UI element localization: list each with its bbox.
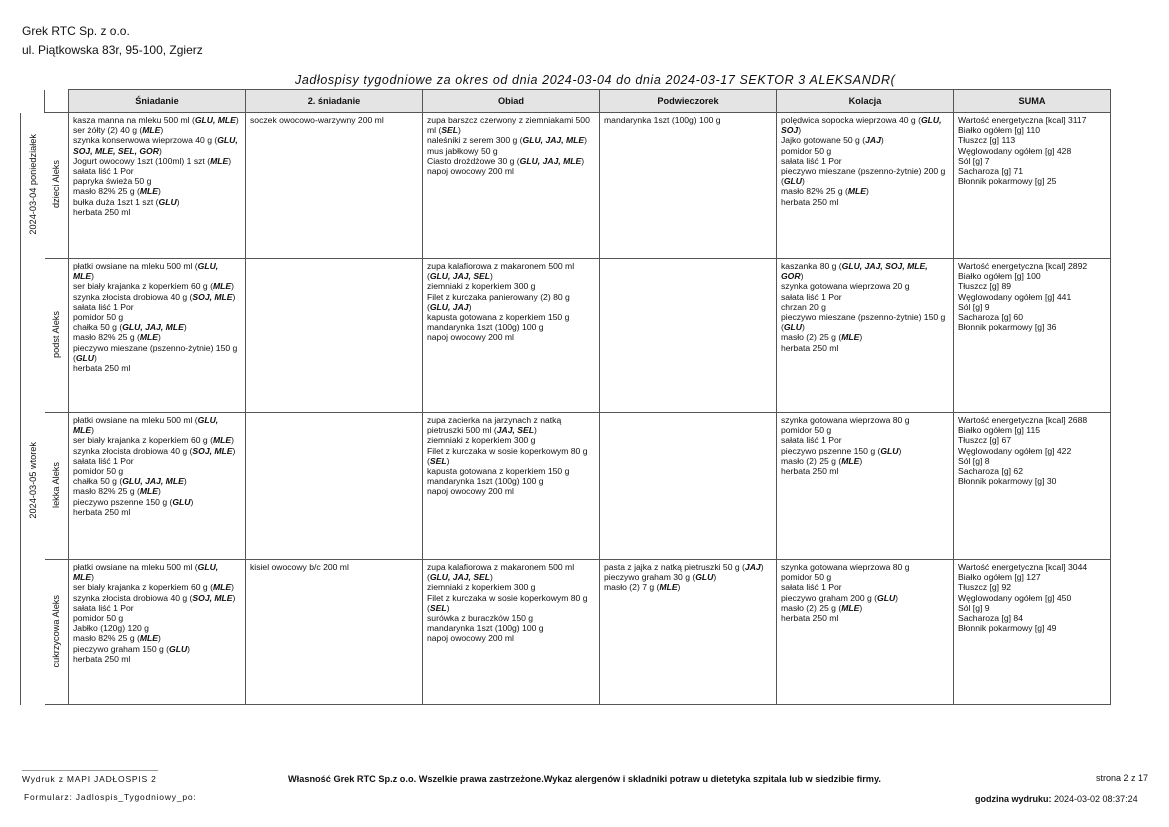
meal-item: pomidor 50 g <box>73 613 124 624</box>
meal-item: pomidor 50 g <box>781 145 832 156</box>
diet-cell <box>45 259 69 413</box>
meal-item: ser biały krajanka z koperkiem 60 g (MLE) <box>73 435 234 446</box>
meal-item: kasza manna na mleku 500 ml (GLU, MLE) <box>73 115 239 125</box>
footer-divider <box>22 770 158 771</box>
meal-item: chrzan 20 g <box>781 301 826 312</box>
allergen-codes: GLU, MLE <box>73 562 219 583</box>
diet-cell <box>45 413 69 560</box>
meal-cell-breakfast <box>69 560 246 705</box>
nutrition-item: Węglowodany ogółem [g] 450 <box>958 592 1072 603</box>
allergen-codes: MLE <box>139 186 159 197</box>
allergen-codes: GLU, MLE <box>73 415 219 436</box>
meal-item: herbata 250 ml <box>73 206 131 217</box>
meal-item: soczek owocowo-warzywny 200 ml <box>250 115 384 125</box>
footer-source: Wydruk z MAPI JADŁOSPIS 2 <box>22 774 157 784</box>
meal-item: napoj owocowy 200 ml <box>427 332 514 343</box>
footer-form: Formularz: Jadlospis_Tygodniowy_po: <box>24 792 197 802</box>
column-header-dinner: Kolacja <box>777 90 954 113</box>
nutrition-item: Błonnik pokarmowy [g] 36 <box>958 322 1057 333</box>
meal-item: pomidor 50 g <box>73 312 124 323</box>
meal-item: Jajko gotowane 50 g (JAJ) <box>781 135 884 146</box>
date-label: 2024-03-05 wtorek <box>27 442 38 519</box>
meal-item: pieczywo mieszane (pszenno-żytnie) 200 g (GLU) <box>781 166 946 187</box>
meal-cell-lunch <box>423 113 600 259</box>
meal-item: pieczywo pszenne 150 g (GLU) <box>73 496 194 507</box>
nutrition-item: Tłuszcz [g] 89 <box>958 281 1012 292</box>
meal-item: sałata liść 1 Por <box>781 155 842 166</box>
meal-item: szynka złocista drobiowa 40 g (SOJ, MLE) <box>73 445 236 456</box>
meal-item: papryka świeża 50 g <box>73 176 152 187</box>
meal-cell-sum <box>954 113 1111 259</box>
allergen-codes: GLU <box>169 643 188 654</box>
meal-item: sałata liść 1 Por <box>73 602 134 613</box>
meal-cell-sum <box>954 259 1111 413</box>
allergen-codes: MLE <box>841 602 860 613</box>
allergen-codes: JAJ, SEL <box>496 425 534 436</box>
meal-item: szynka złocista drobiowa 40 g (SOJ, MLE) <box>73 291 236 302</box>
menu-row <box>21 113 1111 259</box>
allergen-codes: GLU, JAJ, SEL <box>429 572 491 583</box>
diet-cell <box>45 560 69 705</box>
nutrition-item: Białko ogółem [g] 115 <box>958 425 1041 436</box>
meal-item: zupa barszcz czerwony z ziemniakami 500 ml (SEL) <box>427 115 590 136</box>
diet-label: dzieci Aleks <box>51 160 62 209</box>
print-time <box>975 794 1138 804</box>
allergen-codes: GLU <box>880 445 899 456</box>
meal-item: szynka gotowana wieprzowa 80 g <box>781 415 910 425</box>
nutrition-item: Błonnik pokarmowy [g] 25 <box>958 176 1057 187</box>
report-title: Jadłospisy tygodniowe za okres od dnia 2024-03-04 do dnia 2024-03-17 SEKTOR 3 ALEKSANDR( <box>295 73 896 87</box>
meal-item: pieczywo mieszane (pszenno-żytnie) 150 g (GLU) <box>781 312 946 333</box>
menu-row <box>21 259 1111 413</box>
meal-cell-lunch <box>423 259 600 413</box>
nutrition-item: Wartość energetyczna [kcal] 3044 <box>958 562 1088 572</box>
meal-item: mandarynka 1szt (100g) 100 g <box>427 476 544 487</box>
date-label: 2024-03-04 poniedziałek <box>27 134 38 235</box>
meal-item: sałata liść 1 Por <box>73 455 134 466</box>
meal-item: szynka gotowana wieprzowa 80 g <box>781 562 910 572</box>
meal-cell-breakfast <box>69 259 246 413</box>
meal-item: pomidor 50 g <box>781 572 832 583</box>
nutrition-item: Sacharoza [g] 62 <box>958 466 1023 477</box>
column-header-second-breakfast: 2. śniadanie <box>246 90 423 113</box>
allergen-codes: MLE <box>841 455 860 466</box>
allergen-codes: MLE <box>847 186 867 197</box>
nutrition-item: Wartość energetyczna [kcal] 3117 <box>958 115 1087 125</box>
allergen-codes: MLE <box>841 332 860 343</box>
meal-item: ziemniaki z koperkiem 300 g <box>427 281 536 292</box>
header-blank-date <box>21 90 45 113</box>
footer-copyright: Własność Grek RTC Sp.z o.o. Wszelkie prawa zastrzeżone.Wykaz alergenów i skladniki potraw u dietetyka szpitala lub w siedzibie firmy. <box>288 774 881 784</box>
allergen-codes: GLU, MLE <box>194 115 236 125</box>
column-header-lunch: Obiad <box>423 90 600 113</box>
meal-item: herbata 250 ml <box>73 653 131 664</box>
meal-item: polędwica sopocka wieprzowa 40 g (GLU, SOJ) <box>781 115 942 136</box>
date-cell <box>21 113 45 259</box>
allergen-codes: MLE <box>210 155 229 166</box>
meal-item: masło 82% 25 g (MLE) <box>781 186 869 197</box>
meal-item: herbata 250 ml <box>781 196 839 207</box>
allergen-codes: GLU <box>877 592 896 603</box>
meal-item: Jogurt owocowy 1szt (100ml) 1 szt (MLE) <box>73 155 232 166</box>
meal-item: pomidor 50 g <box>781 425 832 436</box>
meal-cell-dinner <box>777 113 954 259</box>
allergen-codes: GLU, JAJ, MLE <box>519 155 582 166</box>
meal-item: ser żółty (2) 40 g (MLE) <box>73 125 164 136</box>
nutrition-item: Sacharoza [g] 71 <box>958 166 1023 177</box>
allergen-codes: MLE <box>212 281 232 292</box>
meal-cell-lunch <box>423 560 600 705</box>
allergen-codes: MLE <box>659 582 678 593</box>
meal-item: napoj owocowy 200 ml <box>427 486 514 497</box>
allergen-codes: GLU, SOJ <box>781 115 942 136</box>
meal-item: sałata liść 1 Por <box>73 166 134 177</box>
meal-cell-afternoon-snack <box>600 113 777 259</box>
nutrition-item: Białko ogółem [g] 127 <box>958 572 1041 583</box>
meal-item: Jabłko (120g) 120 g <box>73 623 149 634</box>
diet-cell <box>45 113 69 259</box>
allergen-codes: MLE <box>139 332 159 343</box>
nutrition-item: Tłuszcz [g] 113 <box>958 135 1016 146</box>
allergen-codes: SOJ, MLE <box>192 592 233 603</box>
diet-label: podst Aleks <box>51 310 62 358</box>
allergen-codes: SOJ, MLE <box>192 291 233 302</box>
allergen-codes: SEL <box>429 455 447 466</box>
meal-item: chałka 50 g (GLU, JAJ, MLE) <box>73 476 187 487</box>
meal-item: masło (2) 25 g (MLE) <box>781 332 863 343</box>
meal-item: masło (2) 25 g (MLE) <box>781 455 863 466</box>
meal-item: surówka z buraczków 150 g <box>427 613 534 624</box>
nutrition-item: Tłuszcz [g] 92 <box>958 582 1012 593</box>
meal-item: pieczywo graham 200 g (GLU) <box>781 592 899 603</box>
meal-item: kapusta gotowana z koperkiem 150 g <box>427 466 570 477</box>
meal-item: pieczywo pszenne 150 g (GLU) <box>781 445 902 456</box>
column-header-sum: SUMA <box>954 90 1111 113</box>
company-name: Grek RTC Sp. z o.o. <box>22 24 130 38</box>
meal-item: mus jabłkowy 50 g <box>427 145 498 156</box>
meal-item: masło 82% 25 g (MLE) <box>73 633 161 644</box>
date-cell <box>21 259 45 705</box>
meal-cell-afternoon-snack <box>600 413 777 560</box>
print-time-value: 2024-03-02 08:37:24 <box>1054 794 1138 804</box>
header-blank-diet <box>45 90 69 113</box>
allergen-codes: SEL <box>429 602 447 613</box>
nutrition-item: Sól [g] 8 <box>958 455 990 466</box>
meal-cell-dinner <box>777 560 954 705</box>
meal-cell-second-breakfast <box>246 113 423 259</box>
nutrition-item: Tłuszcz [g] 67 <box>958 435 1012 446</box>
allergen-codes: GLU <box>158 196 177 207</box>
meal-item: kaszanka 80 g (GLU, JAJ, SOJ, MLE, GOR) <box>781 261 928 282</box>
meal-item: kisiel owocowy b/c 200 ml <box>250 562 349 572</box>
nutrition-item: Sól [g] 9 <box>958 602 990 613</box>
meal-cell-breakfast <box>69 113 246 259</box>
meal-item: mandarynka 1szt (100g) 100 g <box>427 623 544 634</box>
meal-item: szynka złocista drobiowa 40 g (SOJ, MLE) <box>73 592 236 603</box>
nutrition-item: Sacharoza [g] 60 <box>958 312 1023 323</box>
meal-item: herbata 250 ml <box>781 342 839 353</box>
allergen-codes: GLU, JAJ, MLE <box>522 135 585 146</box>
meal-item: masło 82% 25 g (MLE) <box>73 486 161 497</box>
allergen-codes: MLE <box>139 633 159 644</box>
meal-item: pieczywo mieszane (pszenno-żytnie) 150 g (GLU) <box>73 342 238 363</box>
meal-item: Ciasto drożdżowe 30 g (GLU, JAJ, MLE) <box>427 155 585 166</box>
allergen-codes: GLU <box>695 572 714 583</box>
allergen-codes: MLE <box>142 125 161 136</box>
allergen-codes: GLU, JAJ, SOJ, MLE, GOR <box>781 261 928 282</box>
allergen-codes: JAJ <box>744 562 761 572</box>
allergen-codes: GLU <box>172 496 191 507</box>
meal-cell-sum <box>954 560 1111 705</box>
menu-row <box>21 560 1111 705</box>
nutrition-item: Błonnik pokarmowy [g] 30 <box>958 476 1057 487</box>
meal-item: zupa zacierka na jarzynach z natką pietruszki 500 ml (JAJ, SEL) <box>427 415 562 436</box>
meal-item: ziemniaki z koperkiem 300 g <box>427 435 536 446</box>
allergen-codes: SEL <box>441 125 459 136</box>
allergen-codes: JAJ <box>865 135 881 146</box>
meal-item: masło 82% 25 g (MLE) <box>73 332 161 343</box>
allergen-codes: GLU <box>75 352 95 363</box>
nutrition-item: Węglowodany ogółem [g] 428 <box>958 145 1072 156</box>
meal-item: ser biały krajanka z koperkiem 60 g (MLE) <box>73 582 234 593</box>
meal-cell-afternoon-snack <box>600 560 777 705</box>
meal-item: zupa kalafiorowa z makaronem 500 ml (GLU, JAJ, SEL) <box>427 562 575 583</box>
allergen-codes: MLE <box>212 435 232 446</box>
meal-cell-breakfast <box>69 413 246 560</box>
meal-item: ziemniaki z koperkiem 300 g <box>427 582 536 593</box>
print-time-label: godzina wydruku: <box>975 794 1052 804</box>
allergen-codes: MLE <box>212 582 232 593</box>
allergen-codes: GLU, MLE <box>73 261 219 282</box>
meal-item: masło 82% 25 g (MLE) <box>73 186 161 197</box>
diet-label: cukrzycowa Aleks <box>51 594 62 668</box>
diet-label: lekka Aleks <box>51 461 62 508</box>
meal-item: pasta z jajka z natką pietruszki 50 g (JAJ) <box>604 562 764 572</box>
meal-cell-second-breakfast <box>246 560 423 705</box>
nutrition-item: Białko ogółem [g] 110 <box>958 125 1041 136</box>
meal-item: bułka duża 1szt 1 szt (GLU) <box>73 196 180 207</box>
meal-item: Filet z kurczaka w sosie koperkowym 80 g (SEL) <box>427 592 588 613</box>
nutrition-item: Wartość energetyczna [kcal] 2688 <box>958 415 1088 425</box>
meal-cell-lunch <box>423 413 600 560</box>
meal-cell-second-breakfast <box>246 413 423 560</box>
meal-item: pieczywo graham 150 g (GLU) <box>73 643 191 654</box>
meal-item: szynka konserwowa wieprzowa 40 g (GLU, SOJ, MLE, SEL, GOR) <box>73 135 238 156</box>
meal-cell-second-breakfast <box>246 259 423 413</box>
page-number: strona 2 z 17 <box>1096 773 1149 783</box>
allergen-codes: GLU, JAJ, MLE <box>122 476 184 487</box>
meal-item: napoj owocowy 200 ml <box>427 166 514 177</box>
nutrition-item: Wartość energetyczna [kcal] 2892 <box>958 261 1088 271</box>
meal-item: herbata 250 ml <box>781 613 839 624</box>
meal-item: herbata 250 ml <box>73 363 131 374</box>
nutrition-item: Sacharoza [g] 84 <box>958 613 1023 624</box>
allergen-codes: GLU, JAJ <box>429 301 469 312</box>
nutrition-item: Sól [g] 9 <box>958 301 990 312</box>
meal-item: zupa kalafiorowa z makaronem 500 ml (GLU, JAJ, SEL) <box>427 261 575 282</box>
meal-item: naleśniki z serem 300 g (GLU, JAJ, MLE) <box>427 135 588 146</box>
meal-cell-dinner <box>777 413 954 560</box>
meal-item: szynka gotowana wieprzowa 20 g <box>781 281 910 292</box>
allergen-codes: MLE <box>139 486 159 497</box>
meal-item: herbata 250 ml <box>781 466 839 477</box>
meal-item: masło (2) 25 g (MLE) <box>781 602 863 613</box>
meal-item: herbata 250 ml <box>73 506 131 517</box>
meal-item: Filet z kurczaka w sosie koperkowym 80 g (SEL) <box>427 445 588 466</box>
meal-item: płatki owsiane na mleku 500 ml (GLU, MLE) <box>73 261 219 282</box>
header-row <box>21 90 1111 113</box>
meal-item: Filet z kurczaka panierowany (2) 80 g (GLU, JAJ) <box>427 291 570 312</box>
menu-row <box>21 413 1111 560</box>
meal-cell-sum <box>954 413 1111 560</box>
allergen-codes: GLU <box>783 176 803 187</box>
meal-item: ser biały krajanka z koperkiem 60 g (MLE) <box>73 281 234 292</box>
nutrition-item: Sól [g] 7 <box>958 155 990 166</box>
nutrition-item: Błonnik pokarmowy [g] 49 <box>958 623 1057 634</box>
allergen-codes: GLU, SOJ, MLE, SEL, GOR <box>73 135 238 156</box>
meal-item: chałka 50 g (GLU, JAJ, MLE) <box>73 322 187 333</box>
allergen-codes: GLU <box>783 322 803 333</box>
menu-table <box>20 89 1111 705</box>
meal-item: sałata liść 1 Por <box>781 291 842 302</box>
meal-item: napoj owocowy 200 ml <box>427 633 514 644</box>
meal-item: płatki owsiane na mleku 500 ml (GLU, MLE) <box>73 562 219 583</box>
allergen-codes: GLU, JAJ, MLE <box>122 322 184 333</box>
allergen-codes: GLU, JAJ, SEL <box>429 271 491 282</box>
meal-item: mandarynka 1szt (100g) 100 g <box>427 322 544 333</box>
meal-item: sałata liść 1 Por <box>781 435 842 446</box>
meal-item: kapusta gotowana z koperkiem 150 g <box>427 312 570 323</box>
meal-cell-afternoon-snack <box>600 259 777 413</box>
column-header-afternoon-snack: Podwieczorek <box>600 90 777 113</box>
meal-item: pomidor 50 g <box>73 466 124 477</box>
meal-item: mandarynka 1szt (100g) 100 g <box>604 115 721 125</box>
nutrition-item: Białko ogółem [g] 100 <box>958 271 1041 282</box>
meal-item: sałata liść 1 Por <box>73 301 134 312</box>
nutrition-item: Węglowodany ogółem [g] 441 <box>958 291 1072 302</box>
allergen-codes: SOJ, MLE <box>192 445 233 456</box>
meal-item: sałata liść 1 Por <box>781 582 842 593</box>
meal-cell-dinner <box>777 259 954 413</box>
column-header-breakfast: Śniadanie <box>69 90 246 113</box>
nutrition-item: Węglowodany ogółem [g] 422 <box>958 445 1072 456</box>
company-address: ul. Piątkowska 83r, 95-100, Zgierz <box>22 43 203 57</box>
meal-item: płatki owsiane na mleku 500 ml (GLU, MLE) <box>73 415 219 436</box>
meal-item: pieczywo graham 30 g (GLU) <box>604 572 717 583</box>
meal-item: masło (2) 7 g (MLE) <box>604 582 681 593</box>
